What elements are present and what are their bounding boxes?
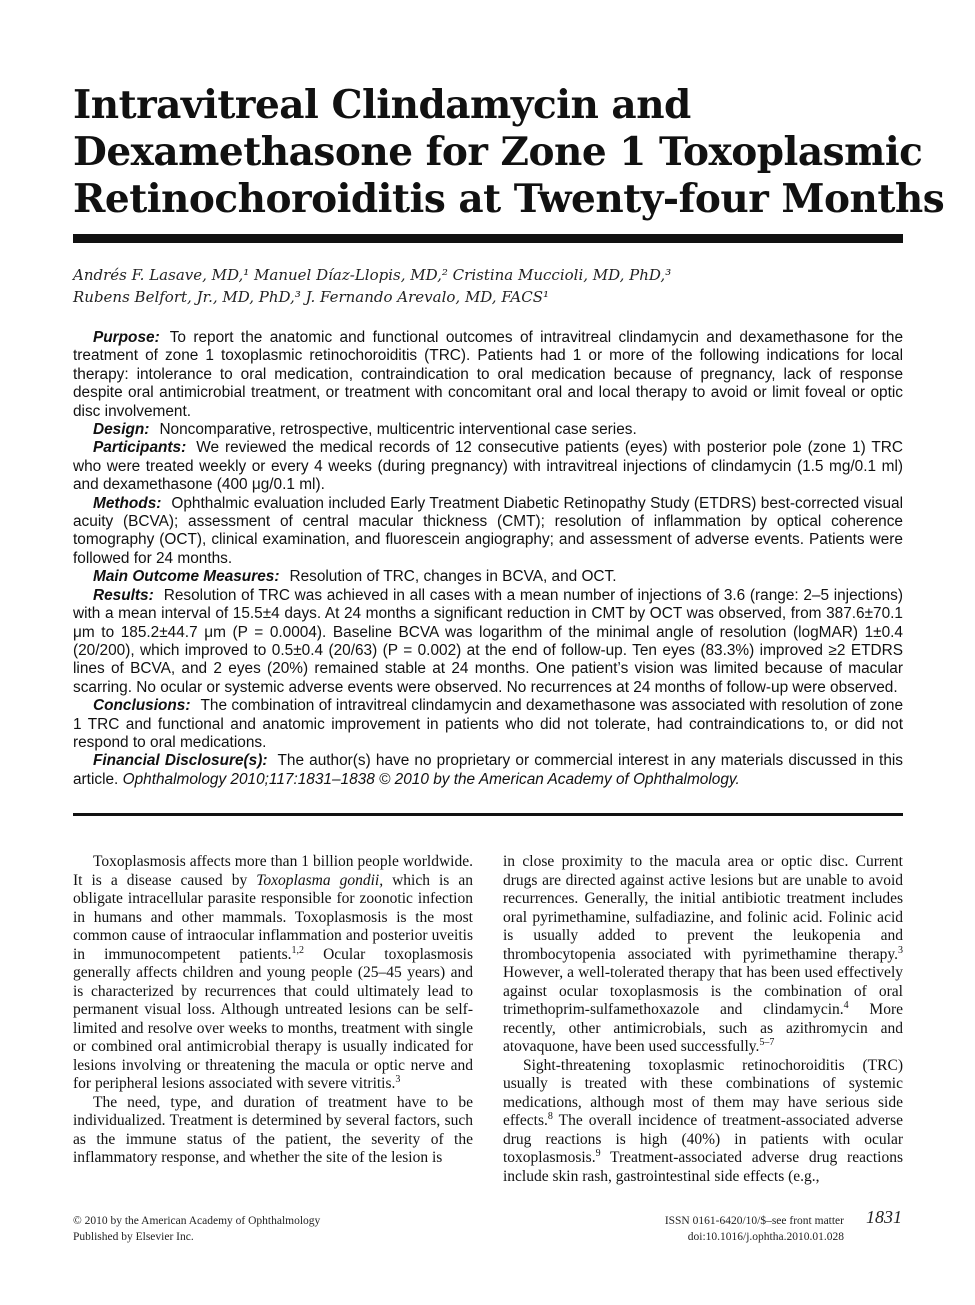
- reference-link[interactable]: 5–7: [759, 1036, 775, 1048]
- body-text: in close proximity to the macula area or optic disc. Current drugs are directed against active lesions but are unable to avoid recurrences. Generally, the initial antibiotic treatment includes oral pyrimethamine, sulfadiazine, and folinic acid. Folinic acid is usually added to prevent the leukopenia and thrombocytopenia associated with pyrimethamine therapy.: [503, 853, 903, 963]
- publisher-name: Published by Elsevier Inc.: [73, 1231, 194, 1243]
- abstract-financial-disclosure: [73, 752, 903, 789]
- title-rule: [73, 234, 903, 243]
- article-title: [73, 82, 945, 223]
- section-text: The combination of intravitreal clindamycin and dexamethasone was associated with resolution of zone 1 TRC and functional and anatomic improvement in patients who did not tolerate, had contraindications to, or did not respond to oral medications.: [73, 697, 903, 751]
- body-column-right: [503, 853, 903, 1186]
- abstract-rule: [73, 813, 903, 816]
- body-text: which is an obligate intracellular parasite responsible for zoonotic infection in humans and other mammals. Toxoplasmosis is the most common cause of intraocular inflammation and posterior uveitis in immunocompetent patients.: [73, 871, 473, 963]
- body-text: Treatment-associated adverse drug reactions include skin rash, gastrointestinal side effects (e.g.,: [503, 1149, 903, 1185]
- reference-link[interactable]: 8: [547, 1110, 553, 1122]
- abstract-participants: [73, 439, 903, 494]
- body-text: Sight-threatening toxoplasmic retinochoroiditis (TRC) usually is treated with these combinations of systemic medications, although most of them may have serious side effects.: [503, 1056, 903, 1129]
- section-text: We reviewed the medical records of 12 consecutive patients (eyes) with posterior pole (zone 1) TRC who were treated weekly or every 4 weeks (during pregnancy) with intravitreal injections of clindamycin (1.5 mg/0.1 ml) and dexamethasone (400 μg/0.1 ml).: [73, 439, 903, 494]
- body-text: However, a well-tolerated therapy that has been used effectively against ocular toxoplasmosis is the combination of oral trimethoprim-sulfamethoxazole and clindamycin.: [503, 964, 903, 1018]
- section-label: Participants:: [93, 439, 187, 457]
- reference-link[interactable]: 1,2: [291, 944, 304, 956]
- issn: ISSN 0161-6420/10/$–see front matter: [664, 1215, 844, 1227]
- author-line: Rubens Belfort, Jr., MD, PhD,³ J. Fernando Arevalo, MD, FACS¹: [73, 288, 550, 306]
- title-line: Retinochoroiditis at Twenty-four Months: [73, 176, 945, 222]
- body-paragraph: [73, 853, 473, 1094]
- section-label: Main Outcome Measures:: [93, 568, 280, 586]
- footer-identifiers: [665, 1213, 844, 1245]
- section-label: Conclusions:: [93, 697, 191, 715]
- author-line: Andrés F. Lasave, MD,¹ Manuel Díaz-Llopis, MD,² Cristina Muccioli, MD, PhD,³: [73, 266, 672, 284]
- section-text: Noncomparative, retrospective, multicentric interventional case series.: [159, 421, 637, 439]
- reference-link[interactable]: 3: [395, 1073, 401, 1085]
- title-line: Intravitreal Clindamycin and: [73, 82, 691, 128]
- section-text: The author(s) have no proprietary or commercial interest in any materials discussed in this article.: [73, 752, 903, 788]
- author-list: [73, 264, 903, 308]
- body-paragraph: The need, type, and duration of treatment have to be individualized. Treatment is determined by several factors, such as the immune status of the patient, the severity of the inflammatory response, and whether the site of the lesion is: [73, 1093, 473, 1166]
- abstract: [73, 329, 903, 789]
- abstract-outcome-measures: [73, 568, 903, 586]
- section-text: Resolution of TRC was achieved in all cases with a mean number of injections of 3.6 (range: 2–5 injections) with a mean interval of 15.5±4 days. At 24 months a significant reduction in CMT by OCT was observed, from 387.6±70.1 μm to 185.2±44.7 μm (P = 0.0004). Baseline BCVA was logarithm of the minimal angle of resolution (logMAR) 1±0.4 (20/200), which improved to 0.5±0.4 (20/63) (P = 0.002) at the end of follow-up. Ten eyes (83.3%) improved ≥2 ETDRS lines of BCVA, and 2 eyes (20%) remained stable at 24 months. One patient’s vision was limited because of macular scarring. No ocular or systemic adverse events were observed. No recurrences at 24 months of follow-up were observed.: [73, 586, 903, 696]
- page-number: 1831: [866, 1207, 902, 1227]
- section-label: Purpose:: [93, 329, 160, 346]
- doi-link[interactable]: doi:10.1016/j.ophtha.2010.01.028: [687, 1231, 844, 1243]
- section-label: Design:: [93, 421, 150, 439]
- section-text: Ophthalmic evaluation included Early Treatment Diabetic Retinopathy Study (ETDRS) best-corrected visual acuity (BCVA); assessment of central macular thickness (CMT); resolution of inflammation by optical coherence tomography (OCT), clinical examination, and fluorescein angiography; and assessment of adverse events. Patients were followed for 24 months.: [73, 494, 903, 567]
- abstract-methods: [73, 495, 903, 569]
- section-label: Financial Disclosure(s):: [93, 752, 268, 770]
- body-column-left: [73, 853, 473, 1168]
- section-text: To report the anatomic and functional outcomes of intravitreal clindamycin and dexamethasone for the treatment of zone 1 toxoplasmic retinochoroiditis (TRC). Patients had 1 or more of the following indications for local therapy: intolerance to oral medication, contraindication to oral medication because of pregnancy, lack of response despite oral antimicrobial treatment, or treatment with concomitant oral and local therapy to avoid or limit foveal or optic disc involvement.: [73, 329, 903, 420]
- body-text: Ocular toxoplasmosis generally affects children and young people (25–45 years) and is characterized by recurrences that could ultimately lead to permanent visual loss. Although untreated lesions can be self-limited and resolve over weeks to months, treatment with single or combined oral antimicrobial therapy is usually indicated for lesions involving or threatening the macula or optic nerve and for peripheral lesions associated with severe vitritis.: [73, 945, 473, 1092]
- abstract-purpose: [73, 329, 903, 421]
- abstract-results: [73, 587, 903, 697]
- title-line: Dexamethasone for Zone 1 Toxoplasmic: [73, 129, 923, 175]
- body-paragraph: [503, 1057, 903, 1187]
- body-text: Toxoplasmosis affects more than 1 billion people worldwide. It is a disease caused by: [73, 853, 473, 889]
- body-text: More recently, other antimicrobials, such as azithromycin and atovaquone, have been used successfully.: [503, 1001, 904, 1055]
- footer-publisher: [73, 1213, 320, 1245]
- reference-link[interactable]: 9: [595, 1147, 601, 1159]
- species-name: Toxoplasma gondii,: [256, 871, 384, 889]
- section-label: Methods:: [93, 494, 162, 512]
- section-label: Results:: [93, 586, 154, 604]
- journal-citation: Ophthalmology 2010;117:1831–1838 © 2010 by the American Academy of Ophthalmology.: [122, 770, 740, 788]
- reference-link[interactable]: 3: [898, 944, 903, 956]
- abstract-conclusions: [73, 697, 903, 752]
- section-text: Resolution of TRC, changes in BCVA, and OCT.: [289, 568, 617, 586]
- reference-link[interactable]: 4: [843, 999, 849, 1011]
- body-paragraph: [503, 853, 903, 1057]
- copyright-notice: © 2010 by the American Academy of Ophthalmology: [73, 1215, 321, 1227]
- abstract-design: [73, 421, 903, 439]
- body-text: The overall incidence of treatment-associated adverse drug reactions is high (40%) in patients with ocular toxoplasmosis.: [503, 1112, 903, 1166]
